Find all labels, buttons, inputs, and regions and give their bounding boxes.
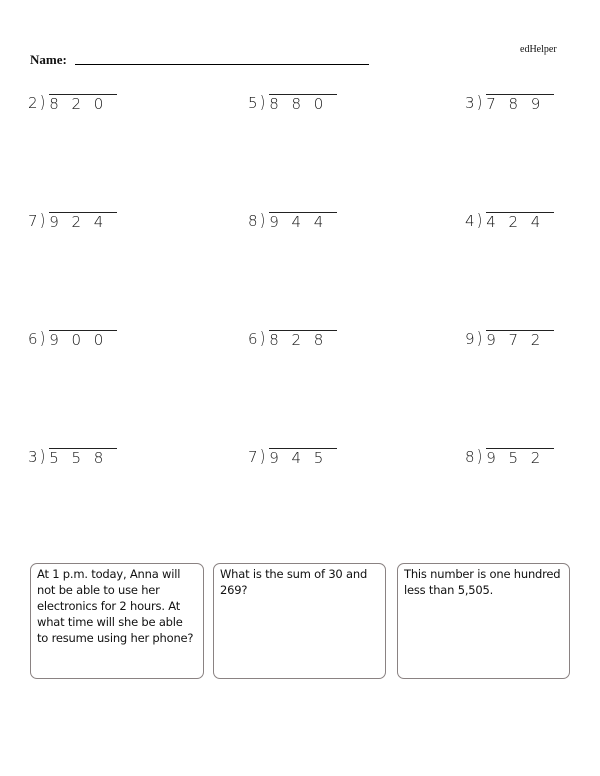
division-bracket-icon: ) <box>476 329 484 349</box>
division-bracket-icon: ) <box>39 447 47 467</box>
division-bracket-icon: ) <box>259 329 267 349</box>
division-bracket-icon: ) <box>476 211 484 231</box>
division-problem <box>28 444 117 466</box>
name-field-line[interactable] <box>75 64 369 65</box>
division-bracket-icon: ) <box>39 93 47 113</box>
dividend: 5 5 8 <box>49 448 117 466</box>
dividend: 8 8 0 <box>269 94 337 112</box>
division-problem <box>248 326 337 348</box>
dividend: 4 2 4 <box>486 212 554 230</box>
dividend: 9 4 5 <box>269 448 337 466</box>
divisor: 6 <box>248 330 258 348</box>
division-problem <box>465 208 554 230</box>
division-problem <box>248 208 337 230</box>
division-problem <box>248 444 337 466</box>
dividend: 8 2 8 <box>269 330 337 348</box>
brand-label: edHelper <box>520 44 557 55</box>
divisor: 2 <box>28 94 38 112</box>
divisor: 5 <box>248 94 258 112</box>
division-problem <box>28 326 117 348</box>
division-problem <box>465 326 554 348</box>
division-problem <box>28 90 117 112</box>
dividend: 8 2 0 <box>49 94 117 112</box>
word-problem-box: At 1 p.m. today, Anna will not be able to use her electronics for 2 hours. At what time will she be able to resume using her phone? <box>30 563 204 679</box>
division-bracket-icon: ) <box>259 93 267 113</box>
division-problem <box>28 208 117 230</box>
divisor: 8 <box>465 448 475 466</box>
divisor: 8 <box>248 212 258 230</box>
dividend: 9 2 4 <box>49 212 117 230</box>
dividend: 9 5 2 <box>486 448 554 466</box>
division-problem <box>465 90 554 112</box>
name-label: Name: <box>30 52 67 67</box>
divisor: 6 <box>28 330 38 348</box>
division-bracket-icon: ) <box>259 211 267 231</box>
division-problem <box>465 444 554 466</box>
divisor: 7 <box>28 212 38 230</box>
dividend: 9 0 0 <box>49 330 117 348</box>
divisor: 3 <box>465 94 475 112</box>
division-bracket-icon: ) <box>259 447 267 467</box>
division-bracket-icon: ) <box>476 93 484 113</box>
division-bracket-icon: ) <box>476 447 484 467</box>
word-problem-box: What is the sum of 30 and 269? <box>213 563 386 679</box>
dividend: 9 4 4 <box>269 212 337 230</box>
dividend: 9 7 2 <box>486 330 554 348</box>
dividend: 7 8 9 <box>486 94 554 112</box>
divisor: 3 <box>28 448 38 466</box>
division-bracket-icon: ) <box>39 329 47 349</box>
word-problem-box: This number is one hundred less than 5,505. <box>397 563 570 679</box>
divisor: 7 <box>248 448 258 466</box>
division-problem <box>248 90 337 112</box>
division-bracket-icon: ) <box>39 211 47 231</box>
divisor: 9 <box>465 330 475 348</box>
divisor: 4 <box>465 212 475 230</box>
